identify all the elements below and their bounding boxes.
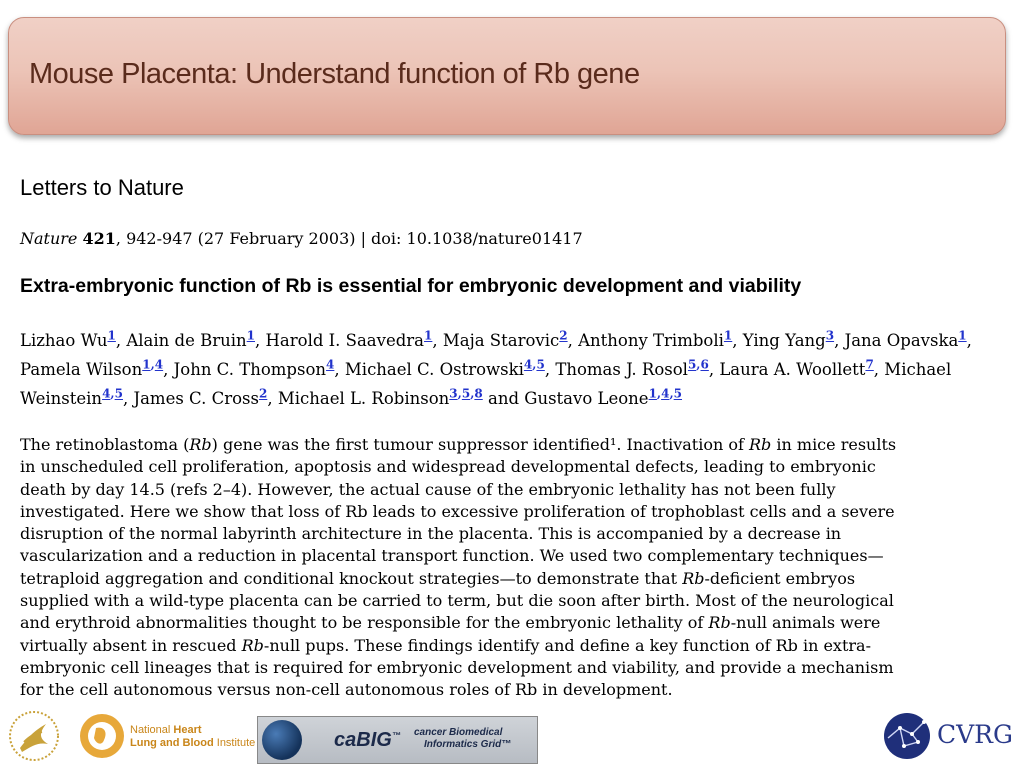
author-affiliation-link[interactable]: 1 xyxy=(142,357,151,372)
cabig-logo xyxy=(257,716,538,764)
cvrg-globe-icon xyxy=(882,708,932,762)
author-affiliation-link[interactable]: 5 xyxy=(673,386,683,401)
abstract-line: for the cell autonomous versus non-cell autonomous roles of Rb in development. xyxy=(20,680,673,700)
nhlbi-text-2: Heart xyxy=(173,724,202,736)
citation-volume: 421 xyxy=(82,229,116,248)
citation-line xyxy=(20,229,583,248)
author-affiliation-link[interactable]: 1 xyxy=(723,328,733,343)
abstract-line: investigated. Here we show that loss of Rb leads to excessive proliferation of trophoblast cells and a severe xyxy=(20,501,895,521)
author-name: Michael Weinstein xyxy=(20,360,952,408)
author-affiliation-link[interactable]: 4 xyxy=(661,386,670,401)
affiliation-separator: , xyxy=(696,357,701,372)
author-affiliation-link[interactable]: 2 xyxy=(258,386,268,401)
author-list: Lizhao Wu$^1$, Alain de Bruin$^1$, Harold I. Saavedra$^1$, Maja Starovic$^2$, Anthony Trimboli$^1$, Ying Yang$^3$, Jana Opavska$^1$, Pamela Wilson$^{1,4}$, John C. Thompson$^4$, Michael C. Ostrowski$^{4,5}$, Thomas J. Rosol$^{5,6}$, Laura A. Woollett$^7$, Michael Weinstein$^{4,5}$, James C. Cross$^2$, Michael L. Robinson$^{3,5,8}$ and Gustavo Leone$^{1,4,5}$ xyxy=(20,328,972,408)
nhlbi-wordmark xyxy=(130,724,255,750)
affiliation-separator: , xyxy=(669,386,674,401)
abstract-line: virtually absent in rescued Rb-null pups. These findings identify and define a key function of Rb in extra- xyxy=(20,635,871,655)
abstract-line: and erythroid abnormalities thought to be responsible for the embryonic lethality of Rb-null animals were xyxy=(20,613,881,633)
abstract-line: death by day 14.5 (refs 2–4). However, the actual cause of the embryonic lethality has not been fully xyxy=(20,479,836,499)
affiliation-separator: , xyxy=(457,386,462,401)
author-name: Pamela Wilson xyxy=(20,360,143,379)
footer-logos xyxy=(0,700,1024,768)
author-name: Michael C. Ostrowski xyxy=(344,360,524,379)
author-affiliation-link[interactable]: 1 xyxy=(107,328,116,343)
abstract-line: supplied with a wild-type placenta can be carried to term, but die soon after birth. Most of the neurological xyxy=(20,591,894,611)
abstract-line: embryonic cell lineages that is required for embryonic development and viability, and provide a mechanism xyxy=(20,657,894,677)
author-name: Jana Opavska xyxy=(844,331,959,350)
abstract-line: in unscheduled cell proliferation, apoptosis and widespread developmental defects, leading to embryonic xyxy=(20,457,876,477)
author-name: Anthony Trimboli xyxy=(578,331,724,350)
abstract-line: disruption of the normal labyrinth architecture in the placenta. This is accompanied by a decrease in xyxy=(20,524,842,544)
author-affiliation-link[interactable]: 4 xyxy=(326,357,335,372)
author-affiliation-link[interactable]: 4 xyxy=(102,386,111,401)
slide-title: Mouse Placenta: Understand function of Rb gene xyxy=(29,58,640,90)
author-affiliation-link[interactable]: 3 xyxy=(449,386,458,401)
nhlbi-text-4: Institute xyxy=(213,737,256,749)
cvrg-wordmark: CVRG xyxy=(937,720,1013,749)
affiliation-separator: , xyxy=(470,386,475,401)
cabig-subtitle xyxy=(414,727,511,751)
author-name: Maja Starovic xyxy=(442,331,560,350)
cabig-sub-1: cancer Biomedical xyxy=(414,727,503,738)
author-affiliation-link[interactable]: 6 xyxy=(700,357,709,372)
author-name: John C. Thompson xyxy=(173,360,327,379)
author-affiliation-link[interactable]: 4 xyxy=(154,357,164,372)
nhlbi-text-3: Lung and Blood xyxy=(130,737,214,749)
author-affiliation-link[interactable]: 7 xyxy=(865,357,874,372)
author-name: Ying Yang xyxy=(742,331,826,350)
author-name: James C. Cross xyxy=(133,389,259,408)
affiliation-separator: , xyxy=(532,357,537,372)
abstract-line: vascularization and a reduction in placental transport function. We used two complementary techniques— xyxy=(20,546,884,566)
author-name: Gustavo Leone xyxy=(524,389,649,408)
author-affiliation-link[interactable]: 1 xyxy=(648,386,657,401)
author-affiliation-link[interactable]: 5 xyxy=(114,386,123,401)
author-affiliation-link[interactable]: 5 xyxy=(687,357,697,372)
cabig-name xyxy=(334,729,401,752)
slide-title-bar xyxy=(8,17,1006,135)
cabig-name-text: caBIG xyxy=(334,729,392,751)
abstract xyxy=(20,434,1010,702)
author-name: Alain de Bruin xyxy=(126,331,247,350)
author-name: Lizhao Wu xyxy=(20,331,108,350)
nhlbi-logo-icon xyxy=(76,710,136,762)
affiliation-separator: , xyxy=(656,386,662,401)
author-affiliation-link[interactable]: 1 xyxy=(424,328,433,343)
author-affiliation-link[interactable]: 8 xyxy=(474,386,483,401)
author-affiliation-link[interactable]: 2 xyxy=(559,328,568,343)
affiliation-separator: , xyxy=(150,357,155,372)
author-name: Thomas J. Rosol xyxy=(555,360,688,379)
author-name: Laura A. Woollett xyxy=(719,360,866,379)
cabig-sub-2: Informatics Grid™ xyxy=(424,739,512,750)
author-affiliation-link[interactable]: 1 xyxy=(246,328,256,343)
author-name: Harold I. Saavedra xyxy=(265,331,425,350)
author-affiliation-link[interactable]: 3 xyxy=(825,328,835,343)
affiliation-separator: , xyxy=(110,386,115,401)
author-name: Michael L. Robinson xyxy=(277,389,450,408)
cabig-tm: ™ xyxy=(391,730,401,741)
nhlbi-text-1: National xyxy=(130,724,174,736)
author-affiliation-link[interactable]: 5 xyxy=(461,386,471,401)
citation-details: , 942-947 (27 February 2003) | doi: 10.1038/nature01417 xyxy=(115,229,583,248)
abstract-line: The retinoblastoma (Rb) gene was the first tumour suppressor identified¹. Inactivation of Rb in mice results xyxy=(20,435,897,454)
section-heading: Letters to Nature xyxy=(20,175,184,200)
author-affiliation-link[interactable]: 4 xyxy=(523,357,533,372)
abstract-line: tetraploid aggregation and conditional knockout strategies—to demonstrate that Rb-deficient embryos xyxy=(20,568,856,588)
globe-icon xyxy=(262,720,302,760)
article-title: Extra-embryonic function of Rb is essential for embryonic development and viability xyxy=(20,275,802,297)
hhs-eagle-icon xyxy=(8,708,60,764)
citation-journal: Nature xyxy=(20,229,78,248)
author-affiliation-link[interactable]: 1 xyxy=(958,328,967,343)
author-affiliation-link[interactable]: 5 xyxy=(536,357,545,372)
